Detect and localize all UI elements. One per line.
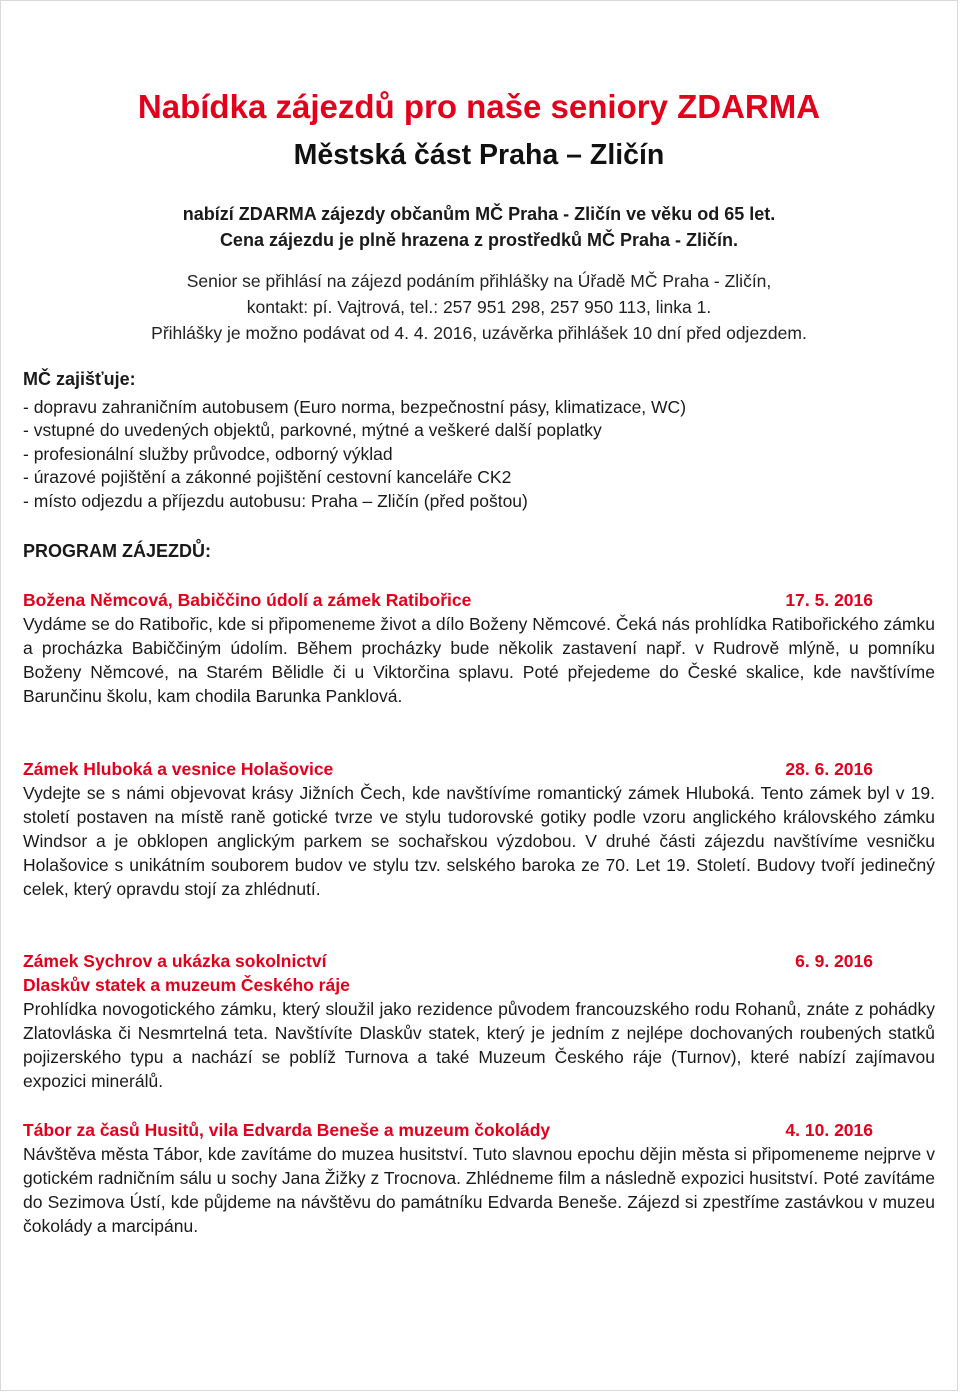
trip-title: Božena Němcová, Babiččino údolí a zámek Ratibořice <box>23 590 472 610</box>
trip-title: Zámek Sychrov a ukázka sokolnictví <box>23 951 327 971</box>
provides-item: - profesionální služby průvodce, odborný výklad <box>23 443 393 464</box>
offer-line: nabízí ZDARMA zájezdy občanům MČ Praha - Zličín ve věku od 65 let. <box>182 204 776 224</box>
provides-heading: MČ zajišťuje: <box>23 369 136 389</box>
provides-item: - úrazové pojištění a zákonné pojištění cestovní kanceláře CK2 <box>23 467 512 487</box>
trip-description: Vydáme se do Ratibořic, kde si připomeneme život a dílo Boženy Němcové. Čeká nás prohlídka Ratibořického zámku a procházka Babiččiným údolím. Během procházky bude několik zastavení např. v Rudrově mlýně, u pomníku Boženy Němcové, na Starém Bělidle či u Viktorčina splavu. Poté přejedeme do České skalice, kde navštívíme Barunčinu školu, kam chodila Barunka Panklová. <box>23 614 935 706</box>
offer-text <box>1 201 957 253</box>
provides-section <box>23 368 935 513</box>
trip-date: 17. 5. 2016 <box>785 590 873 610</box>
signup-line: Senior se přihlásí na zájezd podáním přihlášky na Úřadě MČ Praha - Zličín, <box>186 271 772 291</box>
trip-title: Zámek Hluboká a vesnice Holašovice <box>23 759 334 779</box>
trip-2 <box>23 757 935 901</box>
provides-item: - vstupné do uvedených objektů, parkovné, mýtné a veškeré další poplatky <box>23 420 602 440</box>
trip-title: Tábor za časů Husitů, vila Edvarda Beneše a muzeum čokolády <box>23 1120 551 1140</box>
trip-date: 28. 6. 2016 <box>785 759 873 779</box>
trip-date: 4. 10. 2016 <box>785 1120 873 1140</box>
trip-date: 6. 9. 2016 <box>795 951 873 971</box>
trip-header <box>23 757 935 781</box>
page-subtitle: Městská část Praha – Zličín <box>293 139 665 171</box>
page-title: Nabídka zájezdů pro naše seniory ZDARMA <box>137 88 821 125</box>
trip-description: Vydejte se s námi objevovat krásy Jižních Čech, kde navštívíme romantický zámek Hluboká. Tento zámek byl v 19. století postaven na místě raně gotické tvrze ve stylu tudorovské gotiky podle vzoru anglického královského zámku Windsor a je obklopen anglickým parkem se sochařskou výzdobou. V druhé části zájezdu navštívíme vesničku Holašovice s unikátním souborem budov ve stylu tzv. selského baroka ze 70. Let 19. Století. Budovy tvoří jedinečný celek, který opravdu stojí za zhlédnutí. <box>23 783 935 899</box>
program-heading: PROGRAM ZÁJEZDŮ: <box>23 541 211 561</box>
trip-description: Návštěva města Tábor, kde zavítáme do muzea husitství. Tuto slavnou epochu dějin města si připomeneme nejprve v gotickém radničním sálu u sochy Jana Žižky z Trocnova. Zhlédneme film a následně expozici husitství. Poté zavítáme do Sezimova Ústí, kde půjdeme na návštěvu do památníku Edvarda Beneše. Zájezd si zpestříme zastávkou v muzeu čokolády a marcipánu. <box>23 1144 935 1236</box>
trip-4 <box>23 1118 935 1238</box>
trip-1 <box>23 588 935 708</box>
program-heading-block <box>23 540 935 564</box>
trip-subtitle: Dlaskův statek a muzeum Českého ráje <box>23 975 350 995</box>
provides-item: - dopravu zahraničním autobusem (Euro norma, bezpečnostní pásy, klimatizace, WC) <box>23 396 687 417</box>
trip-header <box>23 588 935 612</box>
signup-line: Přihlášky je možno podávat od 4. 4. 2016, uzávěrka přihlášek 10 dní před odjezdem. <box>151 323 807 343</box>
provides-item: - místo odjezdu a příjezdu autobusu: Praha – Zličín (před poštou) <box>23 490 528 511</box>
trip-3 <box>23 949 935 1093</box>
signup-info <box>1 268 957 346</box>
trip-header <box>23 1118 935 1142</box>
trip-description: Prohlídka novogotického zámku, který sloužil jako rezidence původem francouzského rodu Rohanů, znáte z pohádky Zlatovláska či Nesmrtelná teta. Navštívíte Dlaskův statek, který je jedním z nejlépe dochovaných roubených statků pojizerského typu a nachází se poblíž Turnova a také Muzeum Českého ráje (Turnov), které nabízí zajímavou expozici minerálů. <box>23 999 935 1091</box>
signup-line: kontakt: pí. Vajtrová, tel.: 257 951 298, 257 950 113, linka 1. <box>246 297 712 317</box>
trip-header <box>23 949 935 973</box>
offer-line: Cena zájezdu je plně hrazena z prostředků MČ Praha - Zličín. <box>219 230 739 250</box>
